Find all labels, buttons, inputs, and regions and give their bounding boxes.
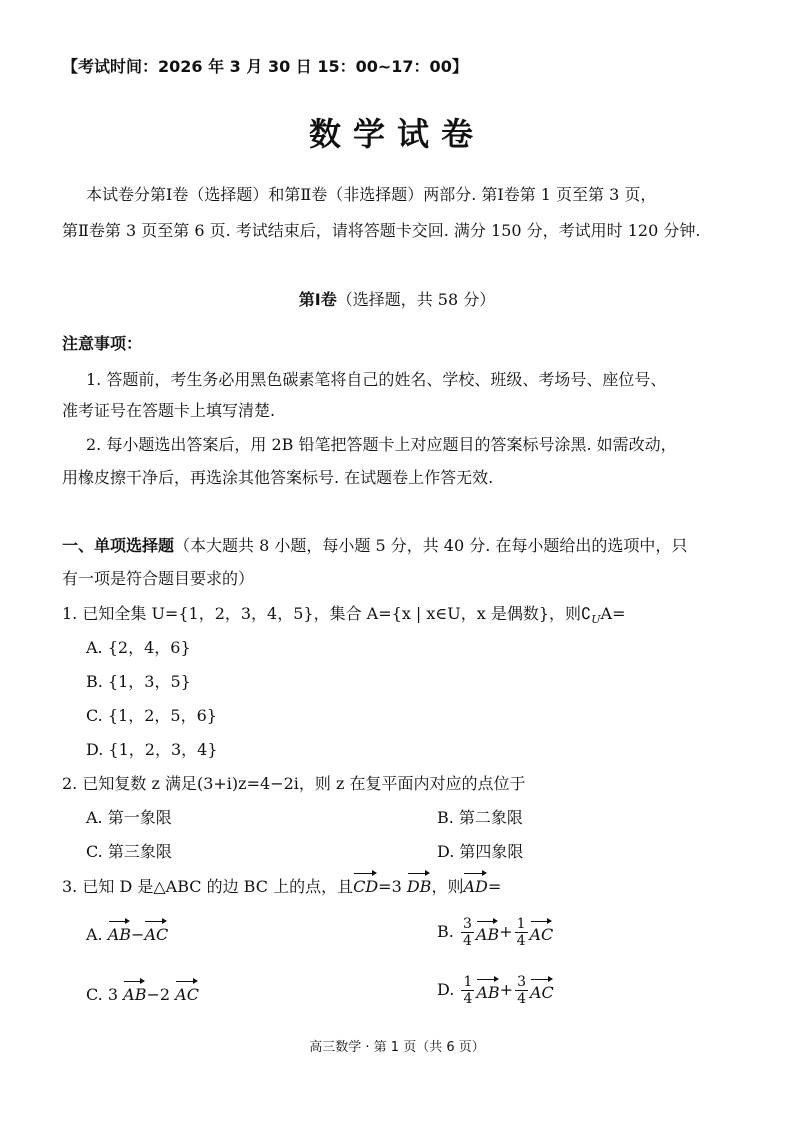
coefficient-two: 2 [159,985,171,1004]
vector-ac: AC [530,976,554,1004]
section-note: （选择题，共 58 分） [336,290,496,309]
option-b-label: B. [437,922,454,941]
question-3-eq3: =3 [378,877,402,896]
fraction-one-quarter [515,916,528,949]
fraction-numerator: 1 [516,915,526,932]
question-1-option-c: C. {1，2，5，6} [86,706,217,725]
question-1-option-b: B. {1，3，5} [86,672,191,691]
vector-ad: AD [463,870,487,898]
fraction-denominator: 4 [462,932,472,949]
part-1-desc-line-2: 有一项是符合题目要求的） [62,569,255,588]
fraction-denominator: 4 [463,990,473,1007]
intro-line-1: 本试卷分第Ⅰ卷（选择题）和第Ⅱ卷（非选择题）两部分. 第Ⅰ卷第 1 页至第 3 页， [86,185,657,204]
section-heading [0,289,794,311]
fraction-three-quarters [515,974,528,1007]
note-2-line-2: 用橡皮擦干净后，再选涂其他答案标号. 在试题卷上作答无效. [62,468,494,487]
note-2-line-1: 2. 每小题选出答案后，用 2B 铅笔把答题卡上对应题目的答案标号涂黑. 如需改动， [86,435,677,454]
exam-time: 【考试时间：2026 年 3 月 30 日 15：00~17：00】 [62,57,468,76]
vector-ac: AC [530,918,554,946]
part-1-desc: （本大题共 8 小题，每小题 5 分，共 40 分. 在每小题给出的选项中，只 [174,536,688,555]
vector-cd: CD [353,870,378,898]
vector-ab: AB [476,976,499,1004]
coefficient-three: 3 [107,985,119,1004]
question-1-stem-end: A= [600,604,626,623]
vector-ab: AB [123,978,146,1006]
plus-sign: + [499,922,513,941]
minus-sign: − [131,925,145,944]
question-3-option-a [86,918,168,946]
question-2-option-b: B. 第二象限 [437,808,523,827]
vector-db: DB [407,870,432,898]
vector-ac: AC [175,978,199,1006]
page-title: 数学试卷 [308,115,485,153]
page-footer: 高三数学 · 第 1 页（共 6 页） [309,1040,485,1055]
question-3-stem-text: 3. 已知 D 是△ABC 的边 BC 上的点，且 [62,877,354,896]
question-1-option-a: A. {2，4，6} [86,638,191,657]
fraction-numerator: 1 [463,973,473,990]
note-1-line-2: 准考证号在答题卡上填写清楚. [62,401,276,420]
option-d-label: D. [437,980,455,999]
fraction-one-quarter [461,974,474,1007]
question-3-eq: = [487,877,502,896]
plus-sign: + [499,980,514,999]
question-2-option-d: D. 第四象限 [437,842,524,861]
fraction-denominator: 4 [517,990,526,1007]
question-2-option-c: C. 第三象限 [86,842,172,861]
section-label: 第Ⅰ卷 [298,290,337,309]
option-a-label: A. [86,925,103,944]
notes-title: 注意事项： [62,334,143,353]
note-1-line-1: 1. 答题前，考生务必用黑色碳素笔将自己的姓名、学校、班级、考场号、座位号、 [86,370,667,389]
fraction-numerator: 3 [462,915,472,932]
fraction-denominator: 4 [516,932,526,949]
question-1-stem [62,603,625,631]
question-3-then: ，则 [431,877,464,896]
part-1-title [62,535,687,557]
minus-sign: − [146,985,160,1004]
question-1-stem-sub: U [591,613,601,627]
fraction-numerator: 3 [517,973,526,990]
question-3-option-c [86,978,199,1006]
question-1-stem-text: 1. 已知全集 U={1，2，3，4，5}，集合 A={x | x∈U，x 是偶数}，则∁ [62,604,592,623]
question-3-stem [62,870,501,898]
vector-ab: AB [108,918,131,946]
question-3-option-d [437,970,554,1010]
option-c-label: C. [86,985,103,1004]
question-2-option-a: A. 第一象限 [86,808,172,827]
question-3-option-b [437,912,553,952]
vector-ab: AB [476,918,499,946]
part-1-label: 一、单项选择题 [62,536,175,555]
fraction-three-quarters [461,916,474,949]
vector-ac: AC [144,918,168,946]
intro-line-2: 第Ⅱ卷第 3 页至第 6 页. 考试结束后，请将答题卡交回. 满分 150 分，考试用时 120 分钟. [62,221,701,240]
question-1-option-d: D. {1，2，3，4} [86,740,218,759]
question-2-stem: 2. 已知复数 z 满足(3+i)z=4−2i，则 z 在复平面内对应的点位于 [62,774,526,793]
